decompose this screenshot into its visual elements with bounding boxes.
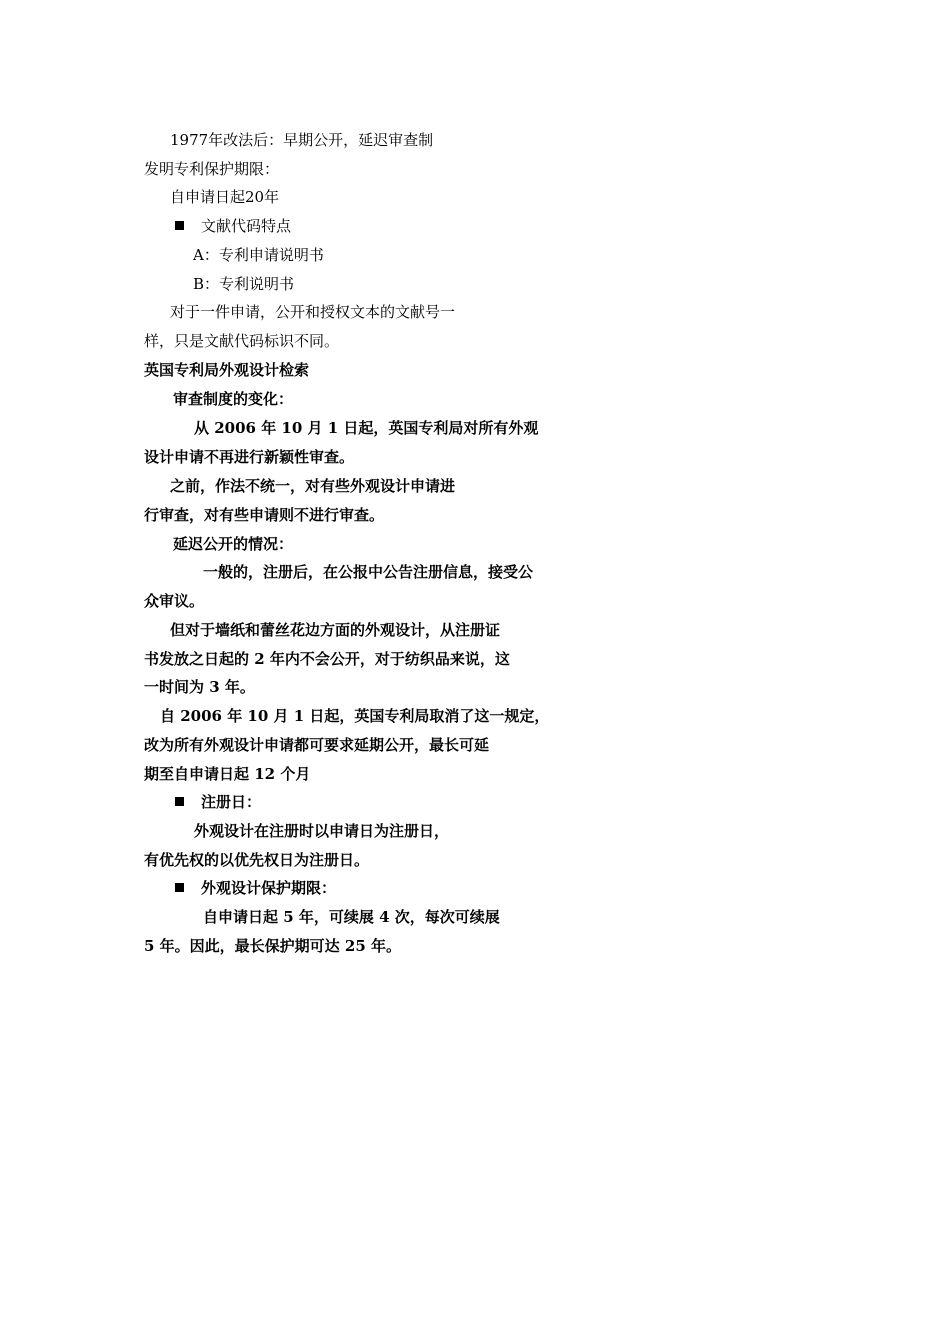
bullet-item: [175, 878, 336, 898]
text-line: 行审查，对有些申请则不进行审查。: [144, 506, 385, 524]
subsection-heading: 审查制度的变化：: [173, 390, 294, 408]
text-line: 设计申请不再进行新颖性审查。: [144, 448, 355, 466]
text-line: 众审议。: [144, 592, 205, 610]
bullet-label: 文献代码特点: [201, 217, 292, 235]
bullet-item: [175, 792, 261, 812]
text-line: 有优先权的以优先权日为注册日。: [144, 851, 370, 869]
square-bullet-icon: [175, 221, 184, 230]
text-line: 样，只是文献代码标识不同。: [144, 332, 340, 350]
text-line: 1977年改法后：早期公开，延迟审查制: [170, 131, 434, 149]
section-heading: 英国专利局外观设计检索: [144, 361, 310, 379]
square-bullet-icon: [175, 797, 184, 806]
text-line: 对于一件申请，公开和授权文本的文献号一: [170, 303, 456, 321]
bullet-label: 外观设计保护期限：: [201, 879, 337, 897]
text-line: 从 2006 年 10 月 1 日起，英国专利局对所有外观: [194, 419, 539, 437]
subsection-heading: 延迟公开的情况：: [173, 535, 294, 553]
text-line: 5 年。因此，最长保护期可达 25 年。: [144, 937, 401, 955]
square-bullet-icon: [175, 883, 184, 892]
text-line: 但对于墙纸和蕾丝花边方面的外观设计，从注册证: [170, 621, 501, 639]
text-line: 自 2006 年 10 月 1 日起，英国专利局取消了这一规定，: [160, 707, 550, 725]
bullet-item: [175, 216, 291, 236]
text-line: 外观设计在注册时以申请日为注册日，: [194, 822, 450, 840]
text-line: A：专利申请说明书: [193, 246, 324, 264]
text-line: 一时间为 3 年。: [144, 678, 255, 696]
text-line: 自申请日起20年: [170, 188, 280, 206]
text-line: 书发放之日起的 2 年内不会公开，对于纺织品来说，这: [144, 650, 510, 668]
text-line: 发明专利保护期限：: [144, 160, 280, 178]
text-line: 自申请日起 5 年，可续展 4 次，每次可续展: [203, 908, 500, 926]
bullet-label: 注册日：: [201, 793, 262, 811]
text-line: 一般的，注册后，在公报中公告注册信息，接受公: [203, 563, 534, 581]
text-line: 之前，作法不统一，对有些外观设计申请进: [170, 477, 456, 495]
text-line: 期至自申请日起 12 个月: [144, 765, 311, 783]
text-line: 改为所有外观设计申请都可要求延期公开，最长可延: [144, 736, 490, 754]
text-line: B：专利说明书: [193, 275, 295, 293]
